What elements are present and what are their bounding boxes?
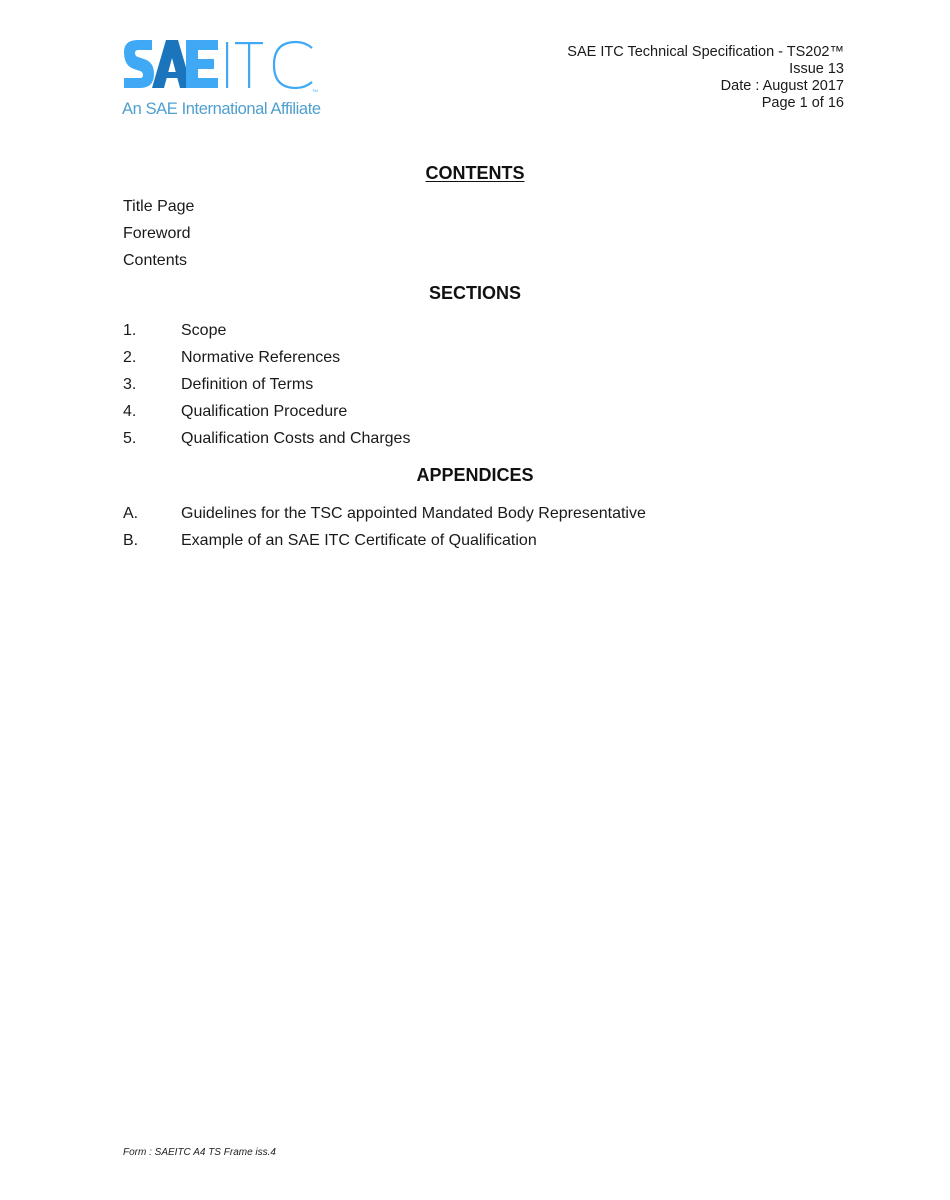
section-label: Normative References xyxy=(181,349,341,366)
trademark-mark: TM xyxy=(312,88,318,93)
section-label: Qualification Procedure xyxy=(181,403,348,420)
sections-list xyxy=(123,317,410,452)
section-item-scope xyxy=(123,317,410,344)
section-item-qualification-costs xyxy=(123,425,410,452)
appendix-letter: A. xyxy=(123,505,139,522)
appendix-label: Guidelines for the TSC appointed Mandated Body Representative xyxy=(181,505,646,522)
issue-date: Date : August 2017 xyxy=(720,78,844,94)
section-item-normative-references xyxy=(123,344,410,371)
contents-heading xyxy=(0,163,950,184)
logo-tagline: An SAE International Affiliate xyxy=(122,100,321,118)
company-logo xyxy=(122,38,322,122)
document-header-info xyxy=(567,44,844,112)
appendix-label: Example of an SAE ITC Certificate of Qualification xyxy=(181,532,537,549)
appendices-list xyxy=(123,500,646,554)
sections-heading: SECTIONS xyxy=(428,283,521,303)
form-footer: Form : SAEITC A4 TS Frame iss.4 xyxy=(123,1147,276,1158)
section-item-definition-of-terms xyxy=(123,371,410,398)
page-number: Page 1 of 16 xyxy=(761,95,844,111)
section-number: 2. xyxy=(123,349,137,366)
section-number: 5. xyxy=(123,430,137,447)
section-label: Qualification Costs and Charges xyxy=(181,430,411,447)
contents-item-contents: Contents xyxy=(123,252,188,269)
section-number: 3. xyxy=(123,376,137,393)
contents-list xyxy=(123,193,194,274)
contents-item-foreword: Foreword xyxy=(123,225,191,242)
contents-item-title-page: Title Page xyxy=(123,198,195,215)
appendices-heading: APPENDICES xyxy=(416,465,534,485)
appendix-item-a xyxy=(123,500,646,527)
issue-number: Issue 13 xyxy=(789,61,844,77)
section-item-qualification-procedure xyxy=(123,398,410,425)
section-number: 4. xyxy=(123,403,137,420)
appendix-letter: B. xyxy=(123,532,139,549)
section-number: 1. xyxy=(123,322,137,339)
sae-itc-logo-mark xyxy=(122,38,322,98)
appendix-item-b xyxy=(123,527,646,554)
section-label: Definition of Terms xyxy=(181,376,314,393)
contents-heading-text: CONTENTS xyxy=(425,163,525,183)
section-label: Scope xyxy=(181,322,227,339)
spec-title: SAE ITC Technical Specification - TS202™ xyxy=(567,44,844,60)
